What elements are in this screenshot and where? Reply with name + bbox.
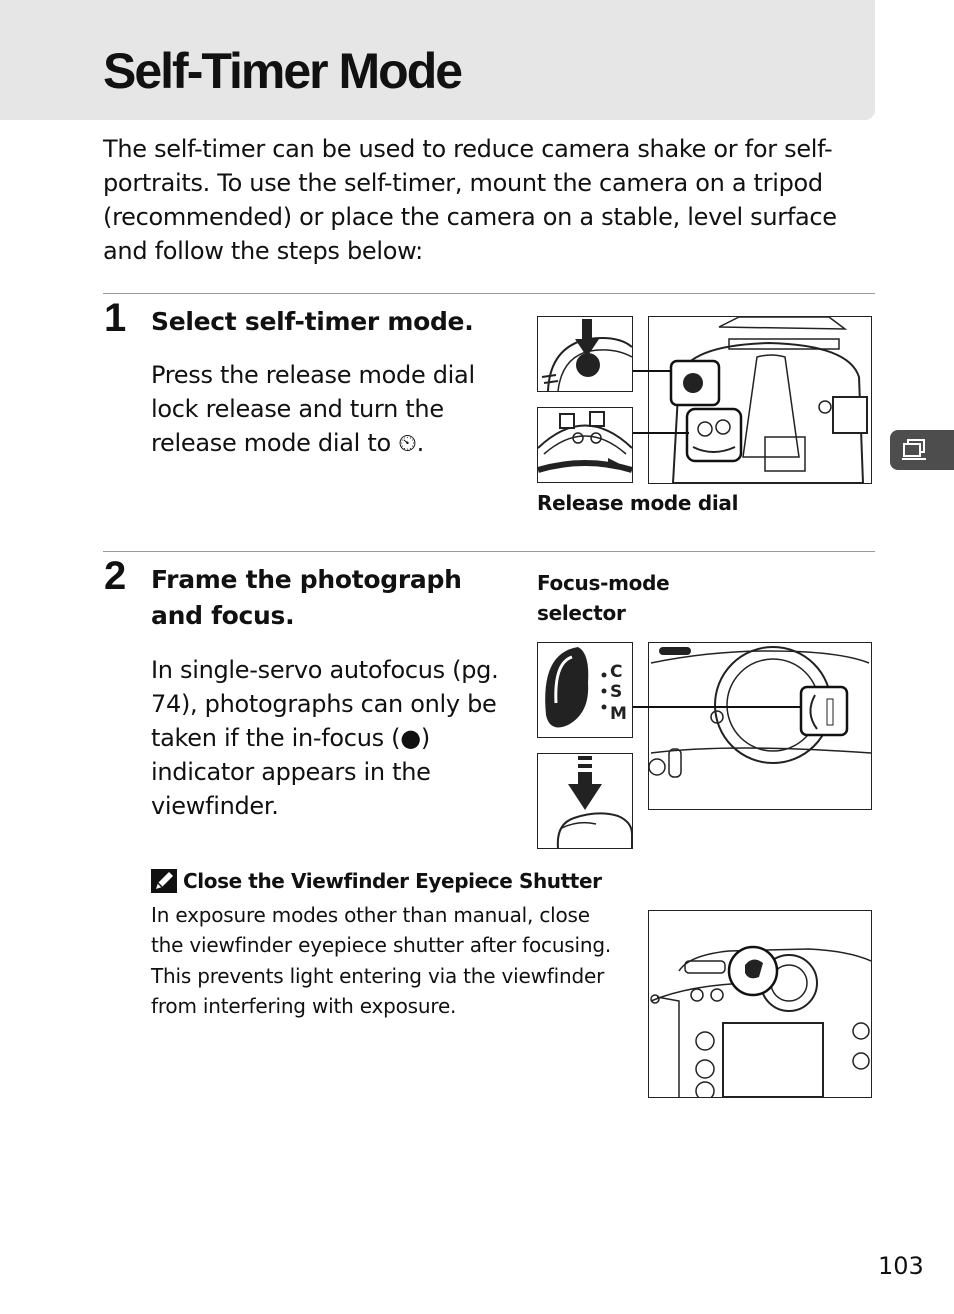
camera-top-view-illustration: [648, 316, 872, 484]
leader-line: [633, 432, 689, 434]
chapter-tab: [890, 430, 954, 470]
camera-front-view-illustration: [648, 642, 872, 810]
pencil-note-icon: [151, 869, 177, 893]
selector-label-c: C: [610, 662, 623, 682]
step-1-number: 1: [104, 296, 127, 340]
shutter-press-illustration: [537, 753, 633, 849]
page-title: Self-Timer Mode: [103, 43, 462, 99]
leader-line: [633, 706, 801, 708]
step-1-title: Select self-timer mode.: [151, 307, 474, 336]
note-body: In exposure modes other than manual, close the viewfinder eyepiece shutter after focusing. This prevents light entering via the viewfinder from interfering with exposure.: [151, 903, 612, 1018]
eyepiece-shutter-illustration: [648, 910, 872, 1098]
release-mode-dial-illustration: [537, 407, 633, 483]
dial-lock-illustration: [537, 316, 633, 392]
focus-mode-selector-illustration: [537, 642, 633, 738]
step-2-body: In single-servo autofocus (pg. 74), photographs can only be taken if the in-focus (●) indicator appears in the viewfinder.: [151, 656, 499, 820]
selector-label-s: S: [610, 682, 623, 702]
focus-mode-selector-caption: Focus-mode selector: [537, 571, 670, 625]
step-2-title: Frame the photograph and focus.: [151, 565, 462, 630]
step-1-body: Press the release mode dial lock release and turn the release mode dial to ⏲.: [151, 361, 475, 457]
release-mode-dial-caption: Release mode dial: [537, 491, 739, 515]
note-heading: [151, 866, 602, 896]
selector-label-m: M: [610, 704, 627, 724]
step-2-number: 2: [104, 554, 127, 598]
intro-paragraph: The self-timer can be used to reduce camera shake or for self-portraits. To use the self-timer, mount the camera on a tripod (recommended) or place the camera on a stable, level surface and follow the steps below:: [103, 135, 837, 265]
page-number: 103: [878, 1252, 924, 1280]
step-divider: [103, 293, 875, 294]
leader-line: [633, 370, 671, 372]
step-divider: [103, 551, 875, 552]
release-mode-icon: [900, 438, 928, 466]
note-title: Close the Viewfinder Eyepiece Shutter: [183, 869, 602, 893]
